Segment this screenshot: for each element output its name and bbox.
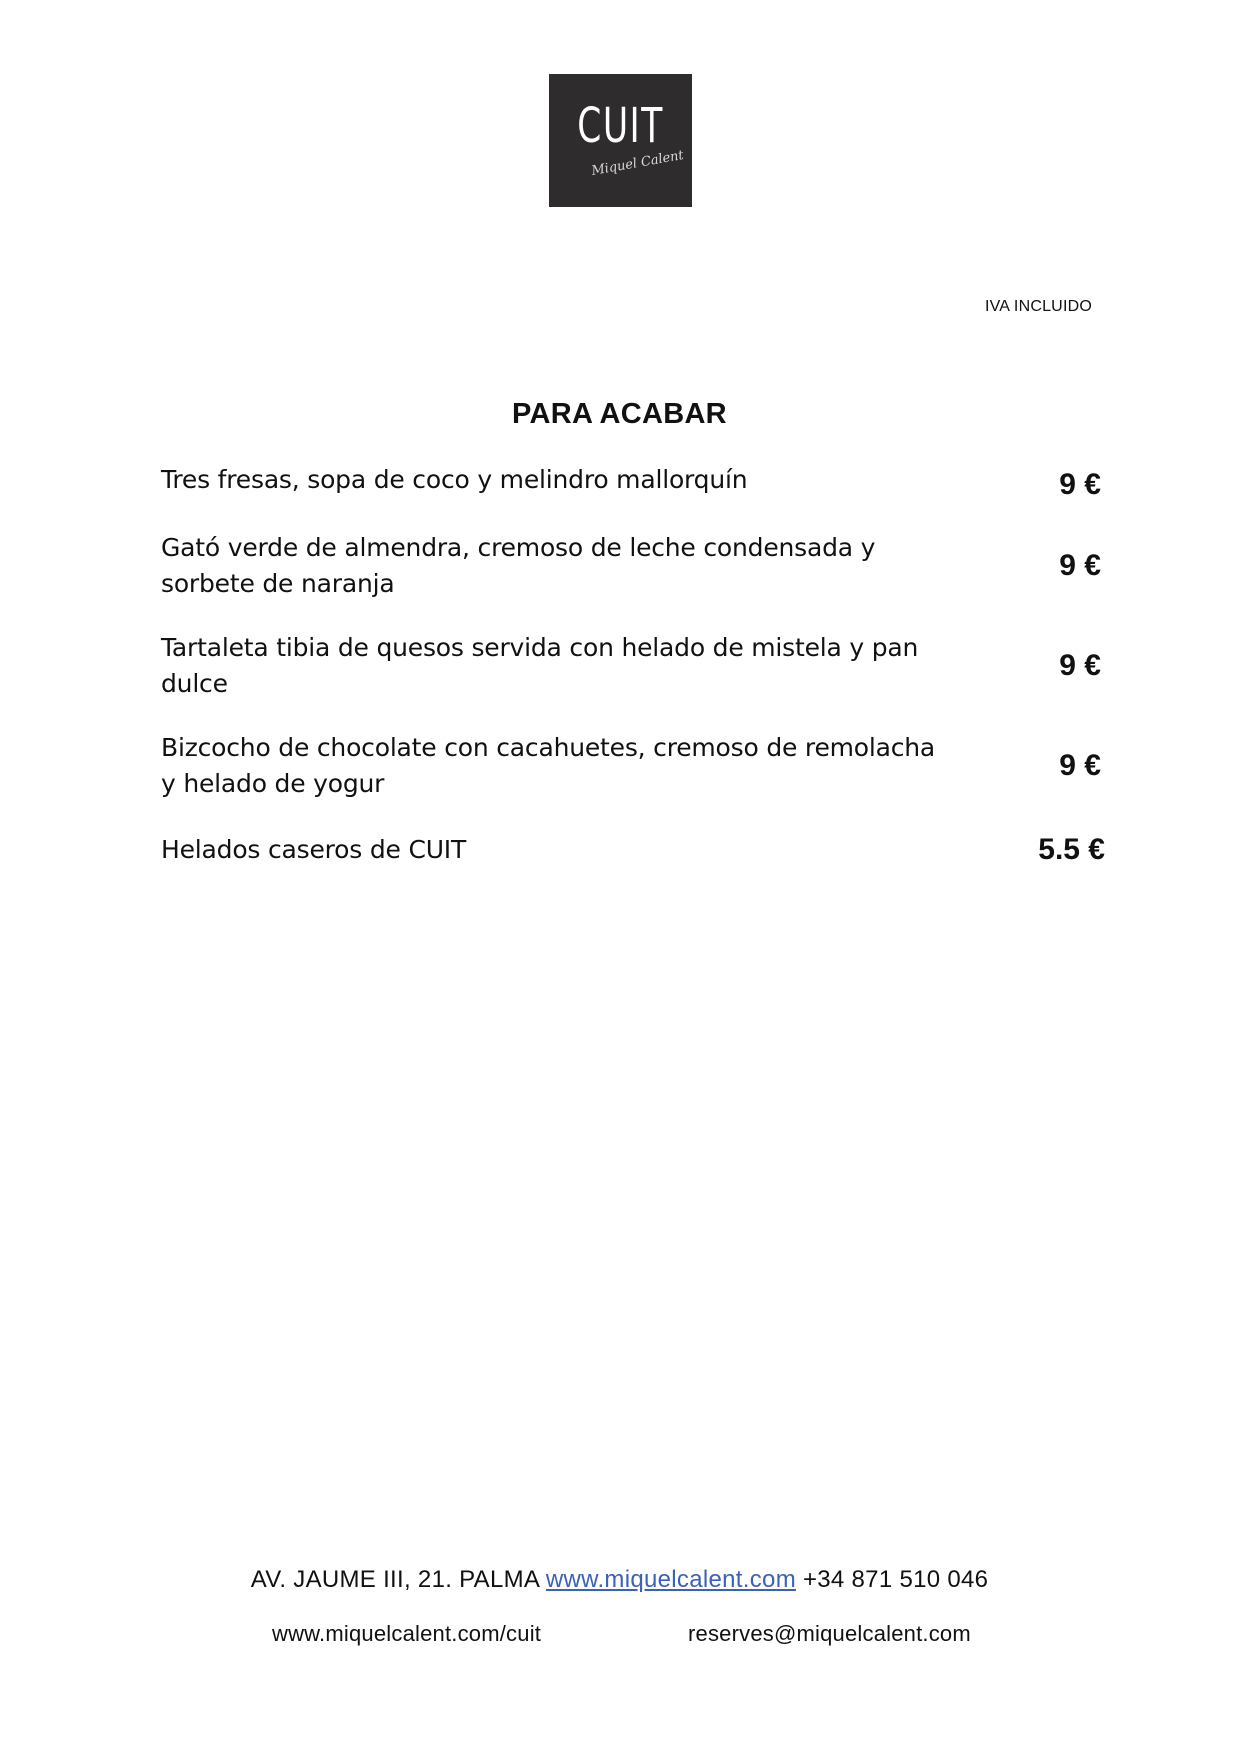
menu-item-price: 9 € <box>1059 649 1101 682</box>
footer-address: AV. JAUME III, 21. PALMA <box>250 1566 539 1593</box>
menu-item-name: Bizcocho de chocolate con cacahuetes, cremoso de remolacha y helado de yogur <box>161 733 936 798</box>
footer-contact-line <box>0 1566 1239 1594</box>
menu-item-price: 5.5 € <box>1038 833 1105 866</box>
menu-item <box>161 530 1101 602</box>
footer-cuit-url: www.miquelcalent.com/cuit <box>272 1621 542 1646</box>
menu-item-name: Gató verde de almendra, cremoso de leche condensada y sorbete de naranja <box>161 533 876 598</box>
footer-phone: +34 871 510 046 <box>802 1566 989 1593</box>
menu-item-price: 9 € <box>1059 549 1101 582</box>
logo-signature: Miquel Calent <box>590 148 685 179</box>
menu-list <box>161 462 1105 868</box>
footer-email: reserves@miquelcalent.com <box>688 1621 971 1646</box>
menu-item-price: 9 € <box>1059 749 1101 782</box>
menu-item-name: Tres fresas, sopa de coco y melindro mallorquín <box>161 465 748 494</box>
menu-item <box>161 462 1101 501</box>
section-title: PARA ACABAR <box>512 398 727 430</box>
vat-note: IVA INCLUIDO <box>984 298 1092 315</box>
menu-item-name: Helados caseros de CUIT <box>161 835 467 864</box>
menu-item <box>161 630 1101 702</box>
website-link[interactable]: www.miquelcalent.com <box>545 1566 796 1593</box>
menu-item <box>161 832 1105 868</box>
menu-item-name: Tartaleta tibia de quesos servida con helado de mistela y pan dulce <box>161 633 919 698</box>
menu-item-price: 9 € <box>1059 468 1101 501</box>
menu-item <box>161 730 1101 802</box>
logo-wordmark: CUIT <box>577 98 664 154</box>
restaurant-logo <box>549 74 692 207</box>
